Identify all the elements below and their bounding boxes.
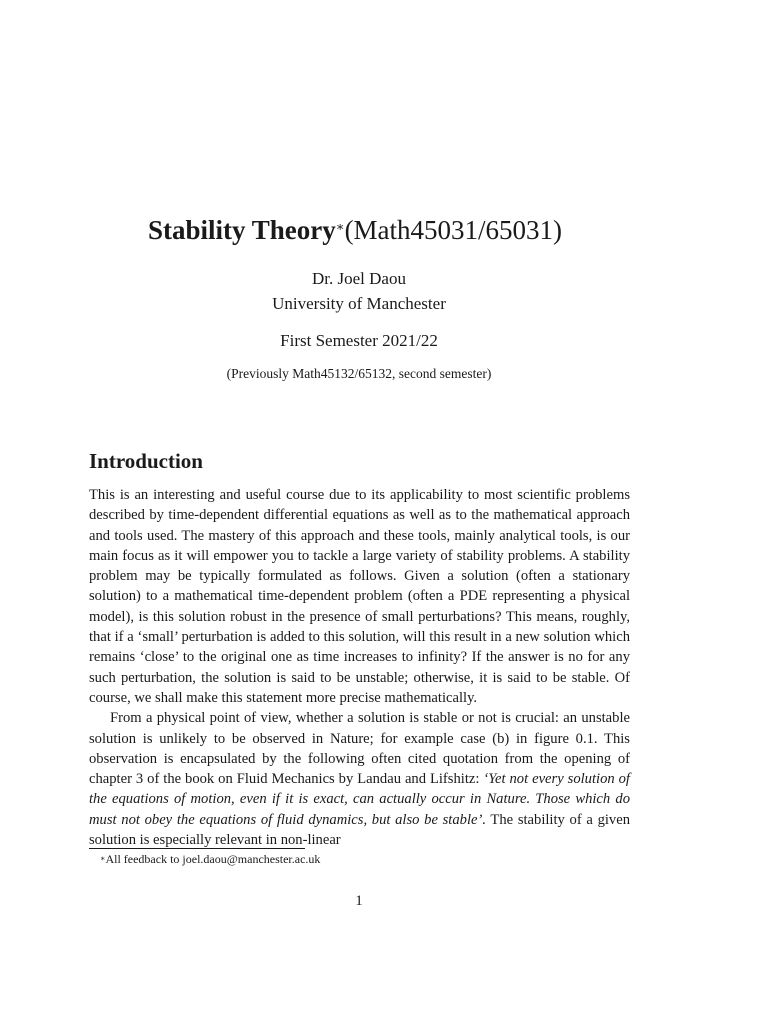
introduction-body — [89, 485, 630, 850]
footnote-mark: ∗ — [100, 854, 106, 863]
section-heading-introduction: Introduction — [89, 449, 203, 473]
semester-line: First Semester 2021/22 — [280, 331, 438, 350]
title-footnote-mark: ∗ — [335, 219, 345, 234]
title-course-code: (Math45031/65031) — [344, 215, 563, 245]
footnote — [100, 851, 320, 867]
author-name: Dr. Joel Daou — [312, 269, 406, 288]
paragraph-2-start: From a physical point of view, whether a solution is stable or not is crucial: an unstable solution is unlikely to be observed in Nature; for example case (b) in figure 0.1. This observation is encapsulated by the following often cited quotation from the opening of chapter 3 of the book on Fluid Mechanics by Landau and Lifshitz: — [89, 710, 630, 788]
landau-quotation: ‘Yet not every solution of the equations of motion, even if it is exact, can actually occur in Nature. Those which do must not obey the equations of fluid dynamics, but also be stable’. — [89, 771, 630, 828]
paragraph-2 — [89, 708, 630, 850]
author-affiliation: University of Manchester — [272, 294, 446, 313]
footnote-divider — [89, 848, 305, 849]
document-title — [0, 212, 710, 248]
page-number: 1 — [355, 893, 363, 909]
paragraph-1: This is an interesting and useful course due to its applicability to most scientific problems described by time-dependent differential equations as well as to the mathematical approach and tools used. The mastery of this approach and these tools, mainly analytical tools, is our main focus as it will empower you to tackle a large variety of stability problems. A stability problem may be typically formulated as follows. Given a solution (often a stationary solution) to a mathematical time-dependent problem (often a PDE representing a physical model), is this solution robust in the presence of small perturbations? This means, roughly, that if a ‘small’ perturbation is added to this solution, will this result in a new solution which remains ‘close’ to the original one as time increases to infinity? If the answer is no for any such perturbation, the solution is said to be unstable; otherwise, it is said to be stable. Of course, we shall make this statement more precise mathematically. — [89, 487, 630, 706]
paragraph-2-end: The stability of a given solution is especially relevant in non-linear — [89, 811, 630, 849]
footnote-text: All feedback to joel.daou@manchester.ac.uk — [105, 852, 321, 866]
previous-code-note: (Previously Math45132/65132, second semester) — [226, 366, 492, 381]
title-main: Stability Theory — [147, 215, 336, 245]
